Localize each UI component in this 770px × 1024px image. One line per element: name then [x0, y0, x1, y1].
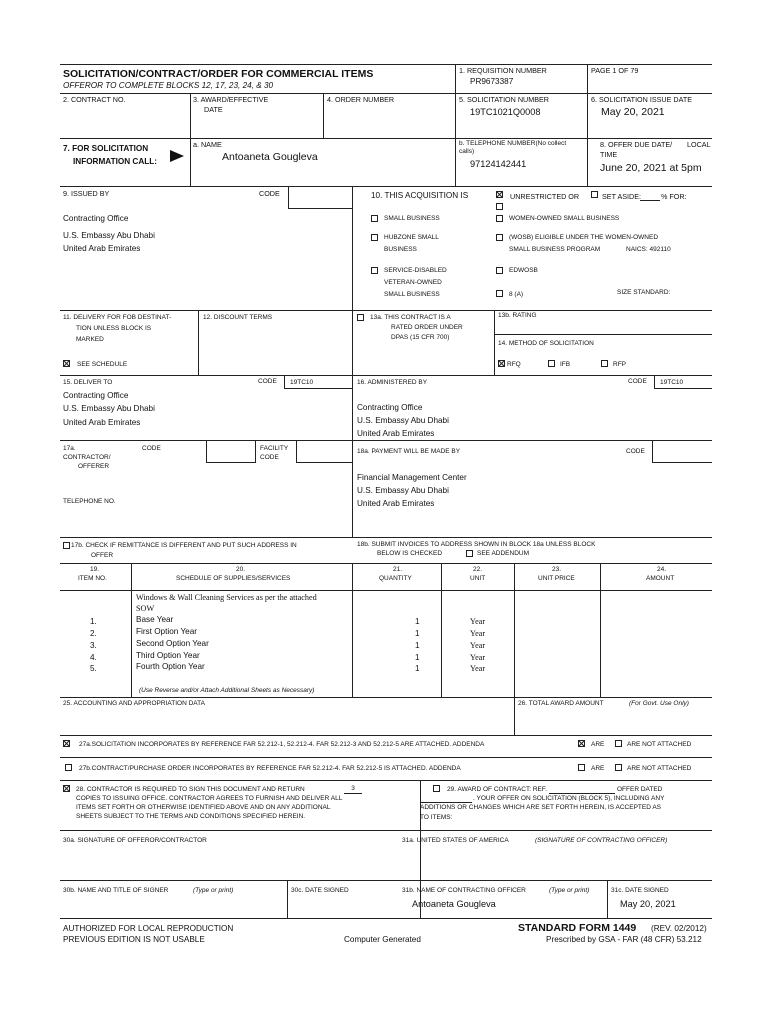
issued-by-line-1: Contracting Office [63, 214, 129, 223]
form-subtitle: OFFEROR TO COMPLETE BLOCKS 12, 17, 23, 24, & 30 [63, 81, 274, 90]
contact-name[interactable]: Antoaneta Gougleva [222, 151, 318, 163]
administered-line-2: U.S. Embassy Abu Dhabi [357, 416, 449, 425]
deliver-to-line-2: U.S. Embassy Abu Dhabi [63, 404, 155, 413]
set-aside-percent-field[interactable] [640, 200, 660, 201]
issued-by-code-field[interactable] [288, 187, 352, 209]
telephone-no-label: TELEPHONE NO. [63, 498, 116, 505]
rated-order-label-2: RATED ORDER UNDER [391, 324, 463, 331]
item-quantity: 1 [415, 629, 420, 638]
27b-are-checkbox[interactable] [578, 764, 585, 771]
item-no: 1. [90, 617, 97, 626]
offer-due-label: 8. OFFER DUE DATE/ [600, 140, 673, 149]
facility-code-field[interactable] [296, 441, 352, 463]
delivery-label-2: TION UNLESS BLOCK IS [76, 325, 152, 332]
item-quantity: 1 [415, 641, 420, 650]
rated-order-label-1: 13a. THIS CONTRACT IS A [370, 314, 451, 321]
method-label: 14. METHOD OF SOLICITATION [498, 340, 594, 347]
wosb-checkbox[interactable] [496, 234, 503, 241]
offer-due-value[interactable]: June 20, 2021 at 5pm [600, 162, 702, 174]
standard-form-revision: (REV. 02/2012) [651, 924, 707, 933]
see-addendum-checkbox[interactable] [466, 550, 473, 557]
item-quantity: 1 [415, 617, 420, 626]
award-date-label-2: DATE [204, 105, 223, 114]
rfp-label: RFP [613, 361, 626, 368]
requisition-value[interactable]: PR9673387 [470, 77, 514, 86]
27a-are-label: ARE [591, 741, 605, 748]
solicitation-number-label: 5. SOLICITATION NUMBER [459, 95, 549, 104]
service-disabled-checkbox[interactable] [371, 267, 378, 274]
size-standard-label: SIZE STANDARD: [617, 289, 671, 296]
item-description: First Option Year [136, 627, 197, 636]
submit-invoices-label-1: 18b. SUBMIT INVOICES TO ADDRESS SHOWN IN BLOCK 18a UNLESS BLOCK [357, 541, 596, 548]
copies-count[interactable]: 3 [344, 786, 362, 794]
accounting-label: 25. ACCOUNTING AND APPROPRIATION DATA [63, 700, 205, 707]
set-aside-label: SET ASIDE: [602, 192, 642, 201]
payment-label: 18a. PAYMENT WILL BE MADE BY [357, 448, 461, 455]
edwosb-label: EDWOSB [509, 267, 538, 274]
issued-by-line-3: United Arab Emirates [63, 244, 141, 253]
edwosb-checkbox[interactable] [496, 267, 503, 274]
item-quantity: 1 [415, 664, 420, 673]
issued-by-line-2: U.S. Embassy Abu Dhabi [63, 231, 155, 240]
wosb-label-2: SMALL BUSINESS PROGRAM [509, 246, 601, 253]
rfq-checkbox[interactable] [498, 360, 505, 367]
officer-name-value[interactable]: Antoaneta Gougleva [412, 899, 496, 909]
offer-due-time-label: TIME [600, 150, 618, 159]
form-title: SOLICITATION/CONTRACT/ORDER FOR COMMERCIAL ITEMS [63, 68, 374, 80]
offeror-signature-label: 30a. SIGNATURE OF OFFEROR/CONTRACTOR [63, 837, 207, 844]
item-quantity: 1 [415, 653, 420, 662]
col-amount-num: 24. [657, 566, 667, 573]
contractor-code-field[interactable] [206, 441, 256, 463]
footer-authorized: AUTHORIZED FOR LOCAL REPRODUCTION [63, 924, 234, 933]
date-signed-30c-label: 30c. DATE SIGNED [291, 887, 349, 894]
facility-label-2: CODE [260, 454, 279, 461]
deliver-to-label: 15. DELIVER TO [63, 379, 113, 386]
ifb-checkbox[interactable] [548, 360, 555, 367]
item-description: Third Option Year [136, 651, 200, 660]
contractor-sign-label-4: SHEETS SUBJECT TO THE TERMS AND CONDITIONS SPECIFIED HEREIN. [76, 813, 306, 820]
payment-code-field[interactable] [652, 441, 712, 463]
small-business-label: SMALL BUSINESS [384, 215, 440, 222]
delivery-label-1: 11. DELIVERY FOR FOB DESTINAT- [63, 314, 172, 321]
small-business-checkbox[interactable] [371, 215, 378, 222]
footer-previous: PREVIOUS EDITION IS NOT USABLE [63, 935, 205, 944]
solicitation-number-value[interactable]: 19TC1021Q0008 [470, 107, 541, 117]
contractor-sign-label-3: ITEMS SET FORTH OR OTHERWISE IDENTIFIED ABOVE AND ON ANY ADDITIONAL [76, 804, 331, 811]
rfq-label: RFQ [507, 361, 521, 368]
naics-code: NAICS: 492110 [626, 246, 671, 253]
contractor-sign-checkbox[interactable] [63, 785, 70, 792]
wosb-label-1: (WOSB) ELIGIBLE UNDER THE WOMEN-OWNED [509, 234, 659, 241]
27b-are-not-label: ARE NOT ATTACHED [627, 765, 692, 772]
rated-order-label-3: DPAS (15 CFR 700) [391, 334, 450, 341]
item-no: 2. [90, 629, 97, 638]
order-number-label: 4. ORDER NUMBER [327, 95, 395, 104]
unrestricted-label: UNRESTRICTED OR [510, 192, 580, 201]
offer-dated-label: OFFER DATED [617, 786, 663, 793]
col-amount: AMOUNT [646, 575, 675, 582]
total-award-label: 26. TOTAL AWARD AMOUNT [518, 700, 604, 707]
administered-code-label: CODE [628, 378, 647, 385]
item-unit: Year [470, 653, 486, 662]
ifb-label: IFB [560, 361, 571, 368]
telephone-value[interactable]: 97124142441 [470, 159, 527, 169]
remittance-checkbox[interactable] [63, 542, 70, 549]
item-unit: Year [470, 664, 486, 673]
unrestricted-checkbox[interactable] [496, 191, 503, 198]
item-no: 3. [90, 641, 97, 650]
hubzone-label-2: BUSINESS [384, 246, 417, 253]
item-no: 4. [90, 653, 97, 662]
women-owned-label: WOMEN-OWNED SMALL BUSINESS [509, 215, 620, 222]
delivery-label-3: MARKED [76, 336, 104, 343]
payment-line-2: U.S. Embassy Abu Dhabi [357, 486, 449, 495]
contractor-sign-label-1: 28. CONTRACTOR IS REQUIRED TO SIGN THIS DOCUMENT AND RETURN [76, 786, 305, 793]
issue-date-value[interactable]: May 20, 2021 [601, 106, 665, 118]
col-unit: UNIT [470, 575, 486, 582]
discount-terms-label: 12. DISCOUNT TERMS [203, 314, 273, 321]
telephone-label: b. TELEPHONE NUMBER(No collect [459, 140, 567, 147]
see-addendum-label: SEE ADDENDUM [477, 550, 530, 557]
set-aside-checkbox[interactable] [591, 191, 598, 198]
deliver-to-code-value: 19TC10 [290, 379, 314, 386]
date-signed-31c-label: 31c. DATE SIGNED [611, 887, 669, 894]
award-contract-checkbox[interactable] [433, 785, 440, 792]
hubzone-label-1: HUBZONE SMALL [384, 234, 439, 241]
requisition-label: 1. REQUISITION NUMBER [459, 66, 547, 75]
rating-label: 13b. RATING [498, 312, 537, 319]
eight-a-checkbox[interactable] [496, 290, 503, 297]
administered-line-1: Contracting Office [357, 403, 423, 412]
award-ref-field[interactable] [549, 793, 615, 794]
offer-due-local-label: LOCAL [687, 140, 711, 149]
schedule-description-2: SOW [136, 604, 155, 613]
contractor-sign-label-2: COPIES TO ISSUING OFFICE. CONTRACTOR AGREES TO FURNISH AND DELIVER ALL [76, 795, 343, 802]
officer-name-note: (Type or print) [549, 887, 590, 894]
standard-form-number: STANDARD FORM 1449 [518, 922, 637, 934]
date-signed-31c-value[interactable]: May 20, 2021 [620, 899, 676, 909]
usa-signature-label: 31a. UNITED STATES OF AMERICA [402, 837, 509, 844]
col-schedule-num: 20. [236, 566, 246, 573]
item-unit: Year [470, 617, 486, 626]
usa-signature-note: (SIGNATURE OF CONTRACTING OFFICER) [535, 837, 668, 844]
administered-line-3: United Arab Emirates [357, 429, 435, 438]
col-schedule: SCHEDULE OF SUPPLIES/SERVICES [176, 575, 291, 582]
contract-no-label: 2. CONTRACT NO. [63, 95, 126, 104]
item-unit: Year [470, 629, 486, 638]
item-description: Second Option Year [136, 639, 209, 648]
contractor-label-3: OFFERER [78, 463, 110, 470]
arrow-right-icon [170, 150, 184, 162]
payment-code-label: CODE [626, 448, 645, 455]
27a-are-checkbox[interactable] [578, 740, 585, 747]
deliver-to-line-3: United Arab Emirates [63, 418, 141, 427]
extra-checkbox[interactable] [496, 203, 503, 210]
service-disabled-label-3: SMALL BUSINESS [384, 291, 440, 298]
contractor-label-2: CONTRACTOR/ [63, 454, 111, 461]
eight-a-label: 8 (A) [509, 291, 524, 298]
rfp-checkbox[interactable] [601, 360, 608, 367]
signer-name-label: 30b. NAME AND TITLE OF SIGNER [63, 887, 169, 894]
col-unit-num: 22. [473, 566, 483, 573]
info-call-label-1: 7. FOR SOLICITATION [63, 144, 149, 153]
item-unit: Year [470, 641, 486, 650]
item-no: 5. [90, 664, 97, 673]
name-label: a. NAME [193, 140, 222, 149]
award-contract-label-2: . YOUR OFFER ON SOLICITATION (BLOCK 5), INCLUDING ANY [473, 795, 665, 802]
rated-order-checkbox[interactable] [357, 314, 364, 321]
acquisition-label: 10. THIS ACQUISITION IS [371, 191, 469, 200]
footer-prescribed: Prescribed by GSA - FAR (48 CFR) 53.212 [546, 935, 702, 944]
item-description: Base Year [136, 615, 174, 624]
telephone-label-2: calls) [459, 148, 475, 155]
facility-label-1: FACILITY [260, 445, 289, 452]
total-award-note: (For Govt. Use Only) [629, 700, 689, 707]
administered-by-label: 16. ADMINISTERED BY [357, 379, 428, 386]
deliver-to-line-1: Contracting Office [63, 391, 129, 400]
27a-are-not-label: ARE NOT ATTACHED [627, 741, 692, 748]
col-unit-price-num: 23. [552, 566, 562, 573]
27a-are-not-checkbox[interactable] [615, 740, 622, 747]
submit-invoices-label-2: BELOW IS CHECKED [377, 550, 443, 557]
see-schedule-label: SEE SCHEDULE [77, 361, 128, 368]
page-number: PAGE 1 OF 79 [591, 66, 639, 75]
service-disabled-label-2: VETERAN-OWNED [384, 279, 442, 286]
incorporates-27b-label: 27b.CONTRACT/PURCHASE ORDER INCORPORATES BY REFERENCE FAR 52.212-4. FAR 52.212-5 IS ATTACHED. ADDENDA [79, 765, 461, 772]
offer-dated-field[interactable] [420, 802, 472, 803]
col-unit-price: UNIT PRICE [538, 575, 575, 582]
award-date-label: 3. AWARD/EFFECTIVE [193, 95, 269, 104]
award-contract-label: 29. AWARD OF CONTRACT: REF. [447, 786, 547, 793]
col-item-no-num: 19. [90, 566, 100, 573]
issued-by-label: 9. ISSUED BY [63, 189, 110, 198]
col-quantity-num: 21. [393, 566, 403, 573]
award-contract-label-4: TO ITEMS: [420, 814, 453, 821]
remittance-label-2: OFFER [91, 552, 114, 559]
contractor-label-1: 17a. [63, 445, 76, 452]
administered-code-value: 19TC10 [660, 379, 684, 386]
payment-line-3: United Arab Emirates [357, 499, 435, 508]
service-disabled-label-1: SERVICE-DISABLED [384, 267, 447, 274]
remittance-label-1: 17b. CHECK IF REMITTANCE IS DIFFERENT AND PUT SUCH ADDRESS IN [71, 542, 297, 549]
incorporates-27b-checkbox[interactable] [65, 764, 72, 771]
27b-are-not-checkbox[interactable] [615, 764, 622, 771]
award-contract-label-3: ADDITIONS OR CHANGES WHICH ARE SET FORTH HEREIN, IS ACCEPTED AS [420, 804, 662, 811]
deliver-to-code-label: CODE [258, 378, 277, 385]
payment-line-1: Financial Management Center [357, 473, 467, 482]
issue-date-label: 6. SOLICITATION ISSUE DATE [591, 95, 693, 104]
item-description: Fourth Option Year [136, 662, 205, 671]
percent-for-label: % FOR: [661, 192, 687, 201]
incorporates-27a-label: 27a.SOLICITATION INCORPORATES BY REFERENCE FAR 52.212-1, 52.212-4. FAR 52.212-3 AND 52.212-5 ARE ATTACHED. ADDENDA [79, 741, 485, 748]
women-owned-checkbox[interactable] [496, 215, 503, 222]
footer-computer-generated: Computer Generated [344, 935, 421, 944]
schedule-description: Windows & Wall Cleaning Services as per the attached [136, 593, 317, 602]
contractor-code-label: CODE [142, 445, 161, 452]
incorporates-27a-checkbox[interactable] [63, 740, 70, 747]
issued-by-code-label: CODE [259, 189, 280, 198]
col-item-no: ITEM NO. [78, 575, 107, 582]
27b-are-label: ARE [591, 765, 605, 772]
col-quantity: QUANTITY [379, 575, 412, 582]
signer-name-note: (Type or print) [193, 887, 234, 894]
officer-name-label: 31b. NAME OF CONTRACTING OFFICER [402, 887, 526, 894]
hubzone-checkbox[interactable] [371, 234, 378, 241]
see-schedule-checkbox[interactable] [63, 360, 70, 367]
reverse-note: (Use Reverse and/or Attach Additional Sheets as Necessary) [139, 687, 315, 694]
info-call-label-2: INFORMATION CALL: [73, 157, 157, 166]
